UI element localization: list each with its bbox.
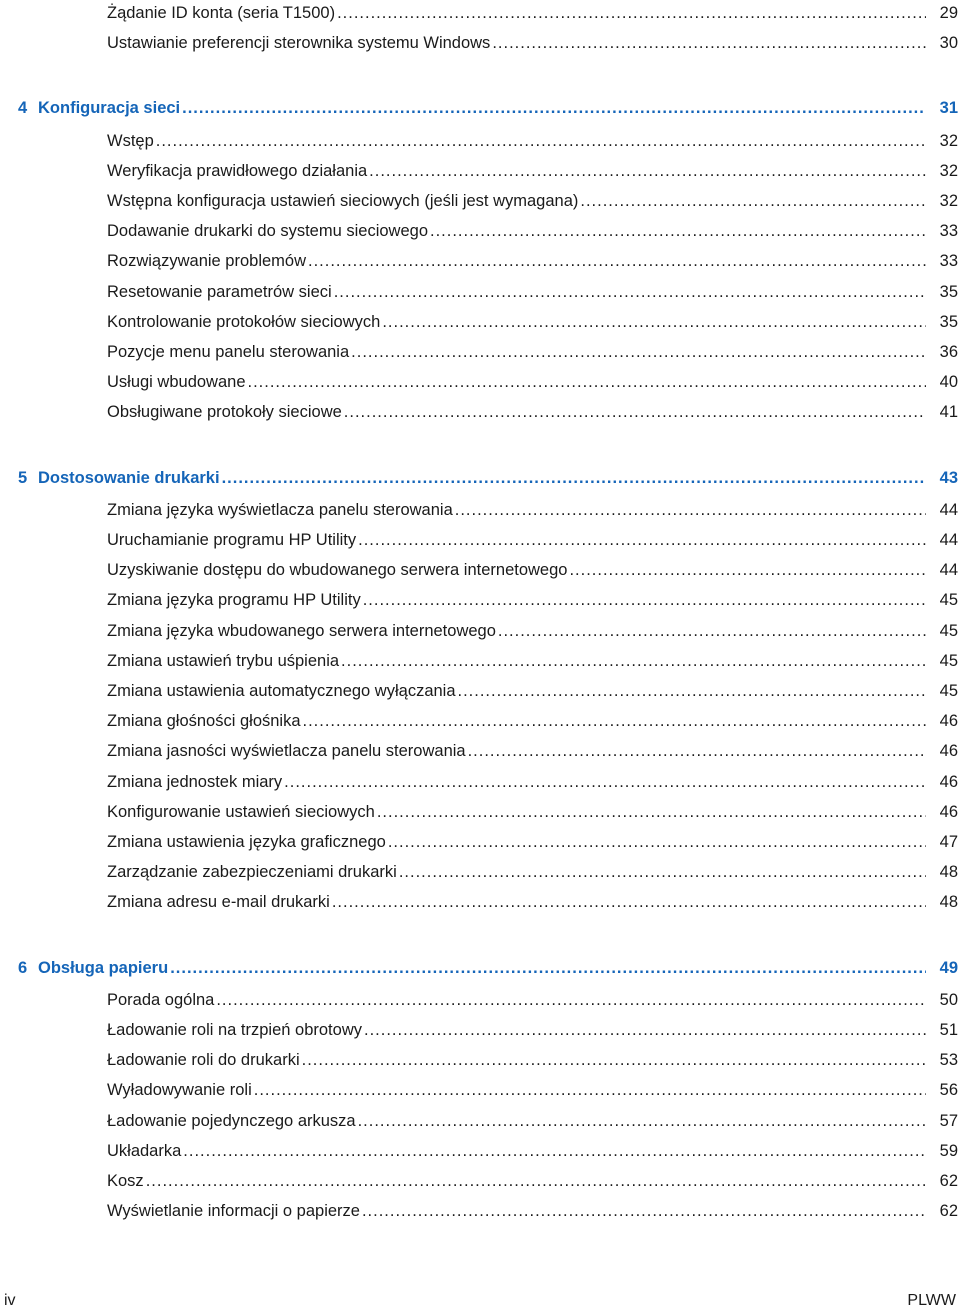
toc-entry-title: Wyładowywanie roli [107,1081,252,1100]
toc-dot-leader [216,987,926,1013]
toc-page-number: 40 [939,373,958,392]
toc-dot-leader [146,1168,926,1194]
toc-entry-title: Pozycje menu panelu sterowania [107,343,350,361]
toc-entry[interactable] [0,527,960,553]
toc-dot-leader [492,30,926,56]
toc-dot-leader [364,1017,926,1043]
toc-entry-title: Weryfikacja prawidłowego działania [107,161,368,180]
toc-entry[interactable] [0,769,960,795]
toc-dot-leader [362,1198,926,1224]
footer-page-number: iv [4,1292,16,1309]
toc-dot-leader [156,128,926,154]
toc-entry-title: Zmiana języka wbudowanego serwera internetowego [107,621,496,640]
toc-dot-leader [399,859,926,885]
toc-page-number: 45 [939,591,958,610]
toc-entry-title: Obsługa papieru [38,958,169,977]
toc-entry-title: Zmiana ustawienia automatycznego wyłączania [107,682,456,700]
toc-entry-title: Uruchamianie programu HP Utility [107,531,357,549]
toc-page-number: 56 [939,1081,958,1100]
toc-entry[interactable] [0,648,960,674]
toc-entry[interactable] [0,1077,960,1103]
toc-entry-title: Zmiana ustawień trybu uśpienia [107,651,340,670]
toc-dot-leader [363,587,926,613]
toc-page-number: 47 [939,833,958,851]
toc-page-number: 29 [939,4,958,22]
toc-page-number: 46 [939,772,958,791]
toc-dot-leader [248,369,926,395]
toc-page-number: 62 [939,1172,958,1190]
toc-page-number: 32 [939,161,958,180]
toc-entry-title: Uzyskiwanie dostępu do wbudowanego serwera internetowego [107,561,568,580]
toc-entry-title: Zmiana języka programu HP Utility [107,591,361,610]
toc-dot-leader [382,309,926,335]
toc-page-number: 30 [939,34,958,53]
toc-entry[interactable] [0,30,960,56]
toc-entry[interactable] [0,1017,960,1043]
toc-entry[interactable] [0,587,960,613]
toc-entry[interactable] [0,829,960,855]
toc-dot-leader [388,829,926,855]
toc-entry-title: Resetowanie parametrów sieci [107,282,332,301]
toc-dot-leader [377,799,926,825]
toc-dot-leader [498,618,926,644]
toc-dot-leader [284,769,926,795]
toc-chapter-entry[interactable] [0,95,960,121]
toc-entry[interactable] [0,279,960,305]
toc-entry-title: Zmiana jednostek miary [107,772,283,791]
toc-entry[interactable] [0,339,960,365]
toc-page-number: 36 [939,343,958,361]
toc-entry-title: Kontrolowanie protokołów sieciowych [107,312,381,331]
toc-entry-title: Wstępna konfiguracja ustawień sieciowych (jeśli jest wymagana) [107,192,579,210]
toc-entry[interactable] [0,188,960,214]
toc-page-number: 44 [939,531,958,549]
toc-entry[interactable] [0,309,960,335]
toc-entry[interactable] [0,889,960,915]
toc-entry[interactable] [0,618,960,644]
toc-page-number: 45 [939,682,958,700]
toc-entry-title: Ładowanie roli do drukarki [107,1051,300,1070]
toc-dot-leader [468,738,926,764]
toc-entry[interactable] [0,557,960,583]
toc-entry-title: Zarządzanie zabezpieczeniami drukarki [107,863,397,882]
toc-page-number: 31 [939,99,958,118]
toc-dot-leader [254,1077,926,1103]
toc-entry-title: Dostosowanie drukarki [38,468,220,487]
toc-chapter-entry[interactable] [0,955,960,981]
toc-page-number: 32 [939,131,958,150]
toc-entry[interactable] [0,738,960,764]
toc-dot-leader [369,158,926,184]
toc-page-number: 48 [939,893,958,912]
toc-page-number: 51 [939,1021,958,1039]
toc-entry-title: Ładowanie roli na trzpień obrotowy [107,1021,362,1039]
toc-entry-title: Ładowanie pojedynczego arkusza [107,1111,356,1130]
toc-entry[interactable] [0,0,960,26]
toc-entry[interactable] [0,678,960,704]
toc-page-number: 33 [939,222,958,241]
toc-page-number: 62 [939,1202,958,1221]
toc-page-number: 53 [939,1051,958,1070]
toc-page-number: 57 [939,1111,958,1130]
toc-entry[interactable] [0,218,960,244]
toc-entry-title: Rozwiązywanie problemów [107,252,306,271]
toc-entry[interactable] [0,859,960,885]
toc-entry-title: Zmiana ustawienia języka graficznego [107,833,386,851]
toc-dot-leader [334,279,926,305]
toc-entry[interactable] [0,1168,960,1194]
toc-entry[interactable] [0,1047,960,1073]
toc-dot-leader [308,248,926,274]
toc-page-number: 49 [939,958,958,977]
toc-page-number: 48 [939,863,958,882]
toc-page-number: 46 [939,712,958,731]
toc-page-number: 41 [939,403,958,422]
toc-chapter-number: 4 [18,99,28,118]
toc-chapter-number: 5 [18,468,28,487]
toc-entry[interactable] [0,708,960,734]
toc-dot-leader [332,889,926,915]
toc-page-number: 35 [939,282,958,301]
toc-entry-title: Zmiana adresu e-mail drukarki [107,893,330,912]
toc-page-number: 59 [939,1141,958,1160]
toc-entry-title: Porada ogólna [107,990,215,1009]
toc-dot-leader [182,95,926,121]
toc-entry-title: Usługi wbudowane [107,373,246,392]
toc-page-number: 43 [939,468,958,487]
toc-page-number: 45 [939,621,958,640]
toc-entry[interactable] [0,369,960,395]
toc-entry[interactable] [0,1198,960,1224]
toc-entry-title: Zmiana głośności głośnika [107,712,301,731]
toc-dot-leader [351,339,926,365]
toc-dot-leader [358,1108,926,1134]
toc-entry[interactable] [0,248,960,274]
toc-entry-title: Zmiana języka wyświetlacza panelu sterowania [107,500,453,519]
toc-entry[interactable] [0,399,960,425]
toc-page-number: 50 [939,990,958,1009]
toc-entry-title: Układarka [107,1141,182,1160]
footer-language-code: PLWW [907,1292,956,1309]
toc-entry[interactable] [0,497,960,523]
toc-entry-title: Ustawianie preferencji sterownika systemu Windows [107,34,491,53]
toc-page-number: 35 [939,312,958,331]
toc-dot-leader [303,708,926,734]
toc-entry[interactable] [0,1108,960,1134]
toc-dot-leader [344,399,926,425]
toc-entry-title: Wstęp [107,131,154,150]
toc-dot-leader [569,557,926,583]
toc-dot-leader [170,955,926,981]
toc-dot-leader [337,0,926,26]
toc-page-number: 33 [939,252,958,271]
toc-dot-leader [580,188,926,214]
toc-entry-title: Zmiana jasności wyświetlacza panelu sterowania [107,742,466,761]
toc-entry[interactable] [0,799,960,825]
toc-page-number: 32 [939,192,958,210]
toc-entry-title: Kosz [107,1172,144,1190]
toc-entry-title: Żądanie ID konta (seria T1500) [107,4,336,22]
toc-dot-leader [430,218,926,244]
toc-page-number: 46 [939,742,958,761]
toc-entry-title: Wyświetlanie informacji o papierze [107,1202,360,1221]
toc-entry[interactable] [0,1138,960,1164]
toc-dot-leader [222,465,926,491]
page-footer [0,1286,960,1316]
toc-dot-leader [341,648,926,674]
toc-chapter-number: 6 [18,958,28,977]
toc-entry-title: Dodawanie drukarki do systemu sieciowego [107,222,428,241]
toc-page-number: 46 [939,802,958,821]
toc-entry-title: Konfigurowanie ustawień sieciowych [107,802,375,821]
toc-entry-title: Obsługiwane protokoły sieciowe [107,403,342,422]
toc-dot-leader [358,527,926,553]
toc-chapter-entry[interactable] [0,465,960,491]
toc-entry-title: Konfiguracja sieci [38,99,181,118]
toc-page-number: 44 [939,500,958,519]
toc-entry[interactable] [0,128,960,154]
toc-entry[interactable] [0,158,960,184]
toc-page-number: 45 [939,651,958,670]
toc-dot-leader [455,497,926,523]
toc-dot-leader [183,1138,926,1164]
toc-dot-leader [458,678,926,704]
toc-dot-leader [302,1047,926,1073]
toc-page-number: 44 [939,561,958,580]
toc-entry[interactable] [0,987,960,1013]
